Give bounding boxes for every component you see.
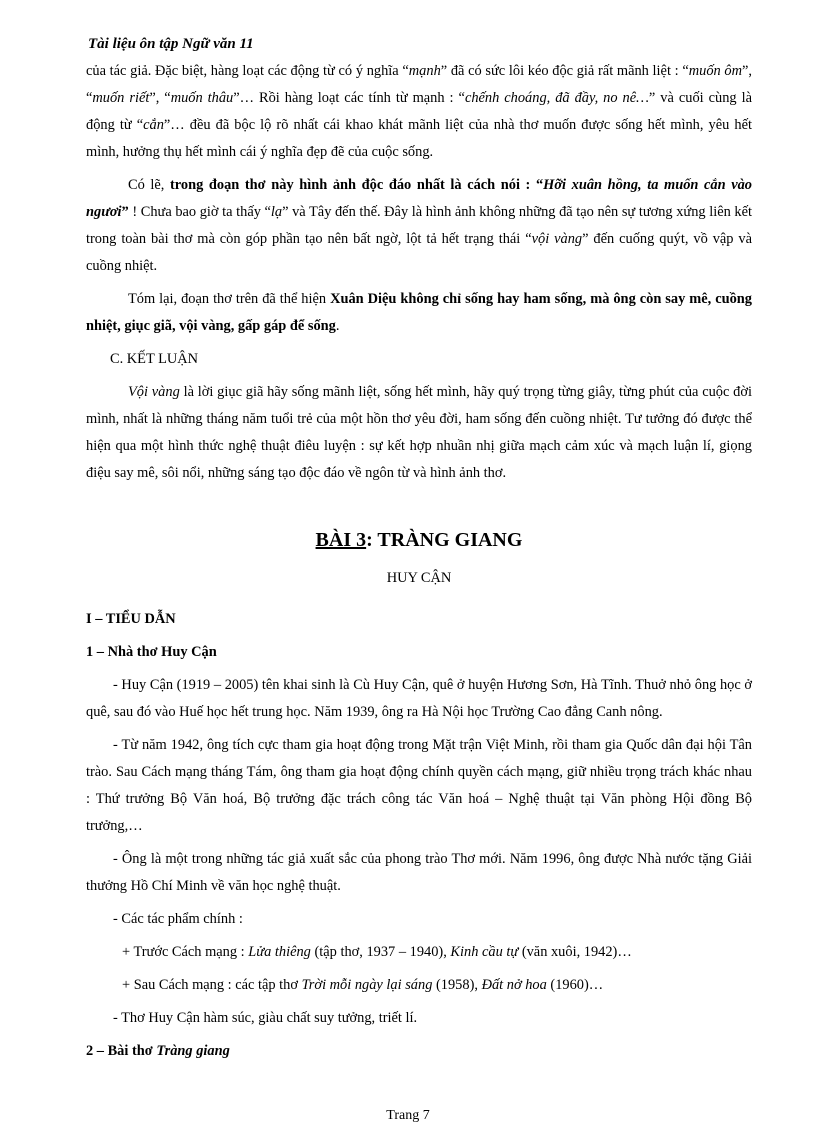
page-header: Tài liệu ôn tập Ngữ văn 11 — [88, 36, 254, 52]
paragraph-1 — [86, 58, 752, 166]
bullet-2: - Từ năm 1942, ông tích cực tham gia hoạt động trong Mặt trận Việt Minh, rồi tham gia Quốc dân đại hội Tân trào. Sau Cách mạng tháng Tám, ông tham gia hoạt động chính quyền cách mạng, giữ nhiều trọng trách khác nhau : Thứ trưởng Bộ Văn hoá, Bộ trưởng đặc trách công tác Văn hoá – Nghệ thuật tại Văn phòng Hội đồng Bộ trưởng,… — [86, 737, 752, 834]
bullet-4: - Các tác phẩm chính : — [113, 911, 243, 927]
paragraph-4 — [86, 379, 752, 487]
text: trong đoạn thơ này hình ảnh độc đáo nhất là cách nói : “ — [169, 177, 544, 193]
text: ”, “ — [86, 63, 752, 106]
subsection-heading-2 — [86, 1038, 752, 1065]
bullet-7: - Thơ Huy Cận hàm súc, giàu chất suy tưởng, triết lí. — [113, 1010, 418, 1026]
text: của tác giả. Đặc biệt, hàng loạt các động từ có ý nghĩa “ — [86, 63, 409, 79]
text: . — [335, 318, 340, 334]
text: Có lẽ, — [128, 177, 170, 193]
text: ”, “ — [149, 90, 171, 106]
text: Đất nở hoa — [481, 977, 547, 993]
bullet-3: - Ông là một trong những tác giả xuất sắc của phong trào Thơ mới. Năm 1996, ông được Nhà nước tặng Giải thưởng Hồ Chí Minh về văn học nghệ thuật. — [86, 851, 752, 894]
text: (1960)… — [546, 977, 604, 993]
text: (tập thơ, 1937 – 1940), — [310, 944, 451, 960]
lesson-name: : TRÀNG GIANG — [366, 529, 523, 551]
text: Tràng giang — [156, 1043, 230, 1059]
conclusion-heading: C. KẾT LUẬN — [110, 351, 199, 367]
bullet-1: - Huy Cận (1919 – 2005) tên khai sinh là Cù Huy Cận, quê ở huyện Hương Sơn, Hà Tĩnh. Thuở nhỏ ông học ở quê, sau đó vào Huế học hết trung học. Năm 1939, ông ra Hà Nội học Trường Cao đẳng Canh nông. — [86, 677, 752, 720]
text: + Sau Cách mạng : các tập thơ — [122, 977, 302, 993]
text: ” và cuối cùng là động từ “ — [86, 90, 752, 133]
text: Tóm lại, đoạn thơ trên đã thể hiện — [128, 291, 331, 307]
text: (1958), — [432, 977, 482, 993]
text: vội vàng — [531, 231, 583, 247]
text: Kinh cầu tự — [450, 944, 519, 960]
text: mạnh — [408, 63, 441, 79]
lesson-number: BÀI 3 — [315, 529, 367, 551]
text: ”… đều đã bộc lộ rõ nhất cái khao khát mãnh liệt của nhà thơ muốn được sống hết mình, yêu hết mình, hưởng thụ hết mình cái ý nghĩa đẹp đẽ của cuộc sống. — [86, 117, 752, 160]
text: (văn xuôi, 1942)… — [518, 944, 632, 960]
text: cắn — [143, 117, 164, 133]
text: lạ — [270, 204, 283, 220]
text: muốn thâu — [170, 90, 234, 106]
text: Lửa thiêng — [248, 944, 311, 960]
text: ” đã có sức lôi kéo độc giả rất mãnh liệt : “ — [440, 63, 689, 79]
text: Trời mỗi ngày lại sáng — [301, 977, 433, 993]
text: ” và Tây đến thế. Đây là hình ảnh không những đã tạo nên sự tương xứng liên kết trong toàn bài thơ mà còn góp phần tạo nên bất ngờ, lột tả hết trạng thái “ — [86, 204, 752, 247]
paragraph-3 — [86, 286, 752, 340]
text: 2 – Bài thơ — [86, 1043, 157, 1059]
text: chếnh choáng, đã đầy, no nê… — [464, 90, 649, 106]
text: ”… Rồi hàng loạt các tính từ mạnh : “ — [233, 90, 465, 106]
page-number: Trang 7 — [386, 1108, 430, 1123]
bullet-6 — [86, 972, 752, 999]
text: ! Chưa bao giờ ta thấy “ — [128, 204, 271, 220]
quote-text: Hỡi xuân hồng, ta muốn cắn vào ngươi — [86, 177, 752, 220]
text: muốn ôm — [688, 63, 742, 79]
text: + Trước Cách mạng : — [122, 944, 249, 960]
page-content — [86, 58, 752, 1071]
paragraph-2 — [86, 172, 752, 280]
bullet-5 — [86, 939, 752, 966]
text: Vội vàng — [128, 384, 180, 400]
section-heading: I – TIỂU DẪN — [86, 611, 176, 627]
text: muốn riết — [92, 90, 150, 106]
text: ” đến cuống quýt, vồ vập và cuồng nhiệt. — [86, 231, 752, 274]
text: Xuân Diệu không chỉ sống hay ham sống, mà ông còn say mê, cuồng nhiệt, giục giã, vội vàng, gấp gáp để sống — [86, 291, 752, 334]
text: ” — [121, 204, 129, 220]
subsection-heading: 1 – Nhà thơ Huy Cận — [86, 644, 217, 660]
text: là lời giục giã hãy sống mãnh liệt, sống hết mình, hãy quý trọng từng giây, từng phút của cuộc đời mình, nhất là những tháng năm tuổi trẻ của một hồn thơ yêu đời, ham sống đến cuồng nhiệt. Tư tưởng đó được thể hiện qua một hình thức nghệ thuật điêu luyện : sự kết hợp nhuần nhị giữa mạch cảm xúc và mạch luận lí, giọng điệu say mê, sôi nổi, những sáng tạo độc đáo về ngôn từ và hình ảnh thơ. — [86, 384, 752, 481]
lesson-title — [86, 527, 752, 553]
author-name: HUY CẬN — [386, 570, 452, 586]
